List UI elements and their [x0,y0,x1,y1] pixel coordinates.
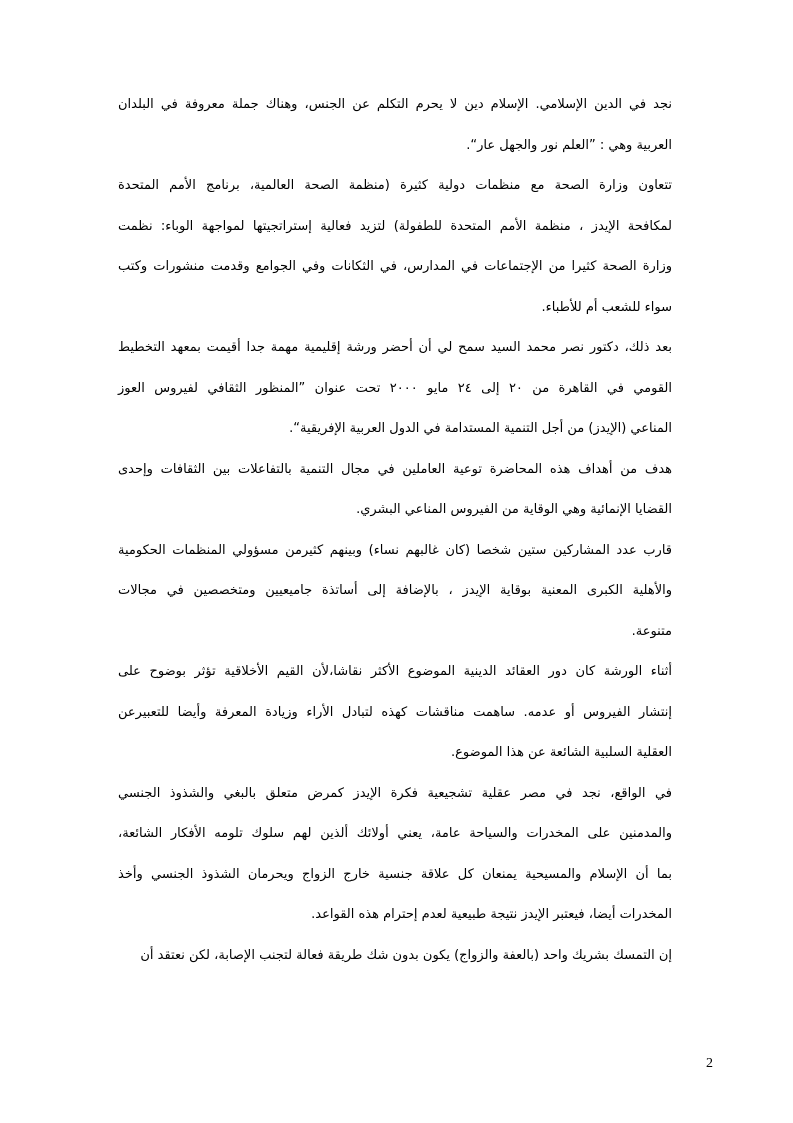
text-line: لمكافحة الإيدز ، منظمة الأمم المتحدة للطفولة) لتزيد فعالية إستراتجيتها لمواجهة الوباء: نظمت [118,218,672,234]
paragraph [118,455,672,536]
text-line: المناعي (الإيدز) من أجل التنمية المستدامة في الدول العربية الإفريقية“. [289,421,672,436]
text-line: هدف من أهداف هذه المحاضرة توعية العاملين في مجال التنمية بالتفاعلات بين الثقافات وإحدى [118,461,672,477]
page-number: 2 [706,1056,713,1071]
text-line: في الواقع، نجد في مصر عقلية تشجيعية فكرة الإيدز كمرض متعلق بالبغي والشذوذ الجنسي [118,785,672,801]
text-line: بما أن الإسلام والمسيحية يمنعان كل علاقة جنسية خارج الزواج ويحرمان الشذوذ الجنسي وأخذ [118,866,672,882]
paragraph [118,333,672,455]
paragraph [118,171,672,333]
text-line: وزارة الصحة كثيرا من الإجتماعات في المدارس، في الثكانات وفي الجوامع وقدمت منشورات وكتب [118,259,672,274]
text-line: القضايا الإنمائية وهي الوقاية من الفيروس المناعي البشري. [356,502,672,517]
text-line: قارب عدد المشاركين ستين شخصا (كان غالبهم نساء) وبينهم كثيرمن مسؤولي المنظمات الحكومية [118,542,672,558]
text-line: بعد ذلك، دكتور نصر محمد السيد سمح لي أن أحضر ورشة إقليمية مهمة جدا أقيمت بمعهد التخطيط [118,340,672,355]
paragraph [118,536,672,658]
text-line: سواء للشعب أم للأطباء. [541,299,672,315]
text-line: والمدمنين على المخدرات والسياحة عامة، يعني أولائك ألذين لهم سلوك تلومه الأفكار الشائعة، [118,826,672,841]
text-line: إنتشار الفيروس أو عدمه. ساهمت مناقشات كهذه لتبادل الأراء وزيادة المعرفة وأيضا للتعبيرعن [118,704,672,720]
text-line: العقلية السلبية الشائعة عن هذا الموضوع. [451,745,672,760]
text-line: والأهلية الكبرى المعنية بوقاية الإيدز ، بالإضافة إلى أساتذة جاميعيين ومتخصصين في مجالات [118,583,672,598]
text-line: القومي في القاهرة من ٢٠ إلى ٢٤ مايو ٢٠٠٠ تحت عنوان ”المنظور الثقافي لفيروس العوز [118,380,672,396]
paragraph [118,90,672,171]
text-line: تتعاون وزارة الصحة مع منظمات دولية كثيرة (منظمة الصحة العالمية، برنامج الأمم المتحدة [118,178,672,193]
text-line: نجد في الدين الإسلامي. الإسلام دين لا يحرم التكلم عن الجنس، وهناك جملة معروفة في البلدان [118,97,672,112]
paragraph [118,779,672,941]
document-body [118,90,672,981]
text-line: متنوعة. [631,623,672,639]
paragraph [118,941,672,982]
text-line: أثناء الورشة كان دور العقائد الدينية الموضوع الأكثر نقاشا،لأن القيم الأخلاقية تؤثر بوضوح على [118,664,672,679]
text-line: المخدرات أيضا، فيعتبر الإيدز نتيجة طبيعية لعدم إحترام هذه القواعد. [311,907,672,922]
text-line: إن التمسك بشريك واحد (بالعفة والزواج) يكون بدون شك طريقة فعالة لتجنب الإصابة، لكن نعتقد أن [140,947,672,963]
paragraph [118,657,672,779]
text-line: العربية وهي : ”العلم نور والجهل عار“. [466,137,672,153]
